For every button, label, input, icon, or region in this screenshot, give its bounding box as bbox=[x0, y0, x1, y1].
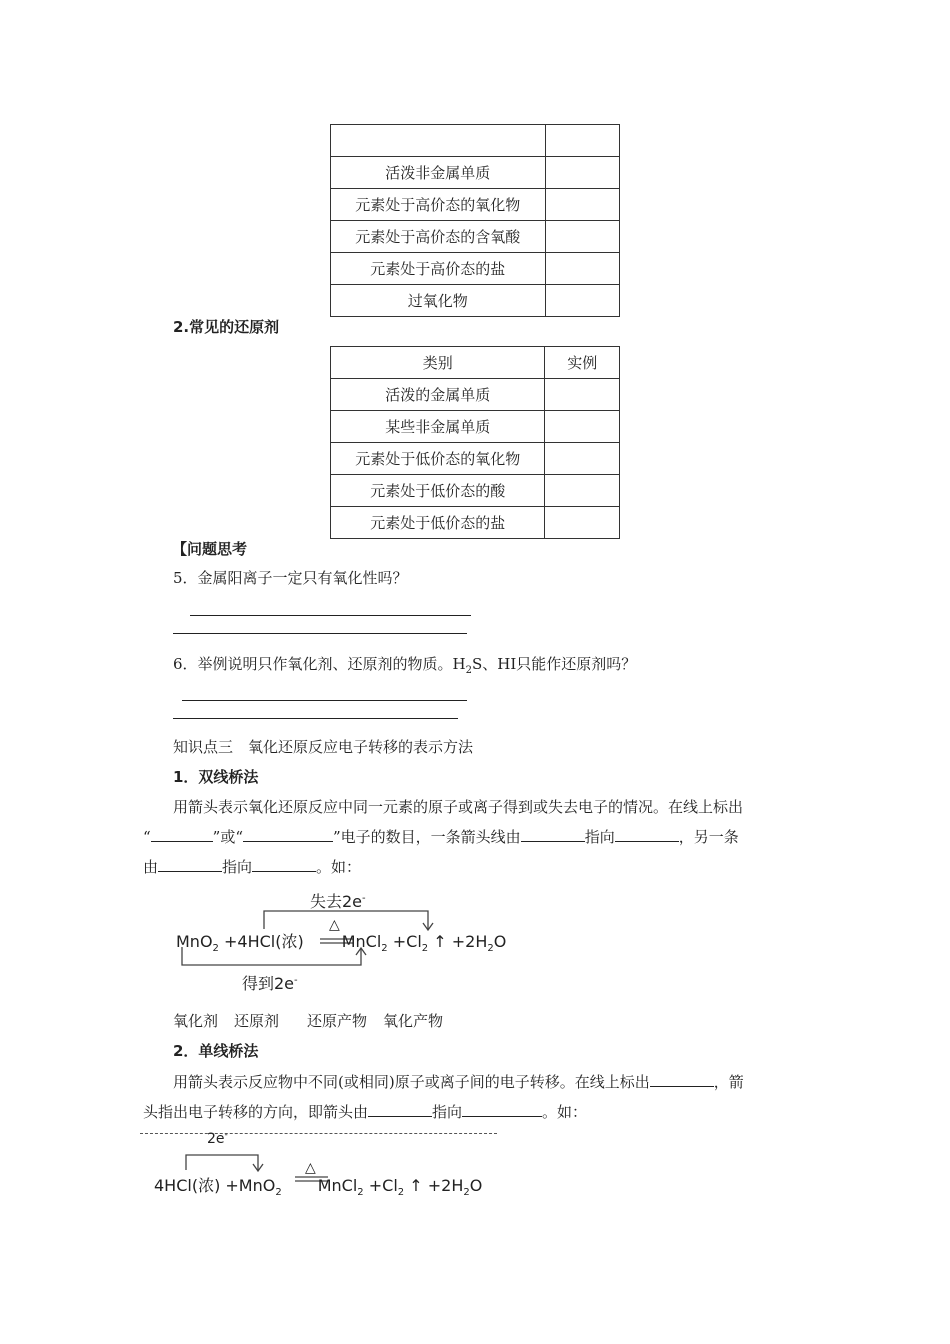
superscript: - bbox=[362, 893, 366, 904]
example-cell[interactable] bbox=[545, 443, 620, 475]
category-cell: 类别 bbox=[331, 347, 545, 379]
answer-line bbox=[190, 615, 471, 616]
category-cell: 活泼非金属单质 bbox=[331, 157, 546, 189]
eq-part: ↑ +2H bbox=[404, 1176, 464, 1195]
superscript: - bbox=[224, 1130, 228, 1140]
reductant-table bbox=[330, 346, 620, 539]
gain-electron-label bbox=[242, 971, 298, 994]
text: “ bbox=[143, 828, 151, 846]
double-bridge-text-1: 用箭头表示氧化还原反应中同一元素的原子或离子得到或失去电子的情况。在线上标出 bbox=[173, 798, 744, 816]
fill-blank[interactable] bbox=[521, 825, 585, 842]
dashed-separator bbox=[140, 1133, 497, 1134]
eq-part: +4HCl(浓) bbox=[218, 932, 304, 951]
eq-part: 4HCl(浓) +MnO bbox=[154, 1176, 276, 1195]
question-6 bbox=[173, 653, 636, 678]
example-cell[interactable] bbox=[545, 125, 619, 157]
transfer-bracket bbox=[186, 1155, 258, 1170]
category-cell: 元素处于低价态的氧化物 bbox=[331, 443, 545, 475]
text: 。如： bbox=[542, 1103, 588, 1121]
superscript: - bbox=[294, 975, 298, 986]
table-row bbox=[331, 253, 620, 285]
eq-part: O bbox=[493, 932, 507, 951]
eq-part: +Cl bbox=[387, 932, 422, 951]
eq-sub: 2 bbox=[357, 1187, 364, 1198]
eq-part: O bbox=[469, 1176, 483, 1195]
question-6-subscript: 2 bbox=[465, 665, 473, 676]
single-bridge-text-1 bbox=[173, 1070, 744, 1093]
knowledge-point-title: 知识点三 氧化还原反应电子转移的表示方法 bbox=[173, 738, 474, 756]
question-heading: 【问题思考 bbox=[172, 540, 248, 558]
text: 指向 bbox=[222, 858, 253, 876]
table-row bbox=[331, 285, 620, 317]
single-bridge-title: 2．单线桥法 bbox=[173, 1042, 259, 1060]
table-row bbox=[331, 221, 620, 253]
fill-blank[interactable] bbox=[615, 825, 679, 842]
fill-blank[interactable] bbox=[650, 1070, 714, 1087]
category-cell: 元素处于高价态的氧化物 bbox=[331, 189, 546, 221]
fill-blank[interactable] bbox=[252, 855, 316, 872]
table-row bbox=[331, 443, 620, 475]
table-row bbox=[331, 347, 620, 379]
role-labels bbox=[173, 1010, 443, 1032]
text: 指向 bbox=[584, 828, 615, 846]
role-oxidant: 氧化剂 bbox=[173, 1012, 219, 1030]
eq-part: +Cl bbox=[363, 1176, 398, 1195]
table-row bbox=[331, 189, 620, 221]
double-bridge-title: 1．双线桥法 bbox=[173, 768, 259, 786]
eq-sub: 2 bbox=[381, 943, 388, 954]
fill-blank[interactable] bbox=[158, 855, 222, 872]
example-cell[interactable] bbox=[545, 157, 619, 189]
role-reductant: 还原剂 bbox=[234, 1012, 280, 1030]
lose-electron-label bbox=[310, 889, 366, 912]
eq-sub: 2 bbox=[212, 943, 219, 954]
category-cell: 元素处于低价态的盐 bbox=[331, 507, 545, 539]
eq-sub: 2 bbox=[397, 1187, 405, 1198]
double-bridge-text-3 bbox=[143, 855, 361, 878]
eq-sub: 2 bbox=[463, 1187, 470, 1198]
reductant-table-body bbox=[331, 347, 620, 539]
text: ”或“ bbox=[212, 828, 244, 846]
heat-symbol: △ bbox=[329, 917, 340, 933]
category-cell: 元素处于低价态的酸 bbox=[331, 475, 545, 507]
answer-line bbox=[182, 700, 467, 701]
question-6-text: 6．举例说明只作氧化剂、还原剂的物质。H bbox=[173, 655, 466, 673]
text: ”电子的数目，一条箭头线由 bbox=[333, 828, 521, 846]
transfer-electron-label bbox=[207, 1131, 228, 1147]
eq-part: MnO bbox=[176, 932, 213, 951]
text: 。如： bbox=[316, 858, 362, 876]
example-cell[interactable] bbox=[545, 285, 619, 317]
example-cell[interactable] bbox=[545, 221, 619, 253]
eq-sub: 2 bbox=[487, 943, 494, 954]
eq-sub: 2 bbox=[275, 1187, 282, 1198]
category-cell: 元素处于高价态的含氧酸 bbox=[331, 221, 546, 253]
text: ，箭 bbox=[713, 1073, 744, 1091]
fill-blank[interactable] bbox=[243, 825, 333, 842]
label-text: 2e bbox=[207, 1131, 225, 1147]
answer-line bbox=[173, 718, 458, 719]
category-cell bbox=[331, 125, 546, 157]
example-cell[interactable]: 实例 bbox=[545, 347, 620, 379]
table-row bbox=[331, 379, 620, 411]
text: ，另一条 bbox=[678, 828, 739, 846]
double-bridge-text-2 bbox=[143, 825, 739, 848]
label-text: 得到2e bbox=[242, 974, 295, 993]
category-cell: 元素处于高价态的盐 bbox=[331, 253, 546, 285]
equation-1 bbox=[176, 929, 506, 952]
answer-line bbox=[173, 633, 467, 634]
label-text: 失去2e bbox=[310, 892, 363, 911]
fill-blank[interactable] bbox=[368, 1100, 432, 1117]
table-row bbox=[331, 507, 620, 539]
category-cell: 某些非金属单质 bbox=[331, 411, 545, 443]
equation-2 bbox=[154, 1173, 482, 1196]
table-row bbox=[331, 157, 620, 189]
eq-sub: 2 bbox=[421, 943, 429, 954]
category-cell: 活泼的金属单质 bbox=[331, 379, 545, 411]
fill-blank[interactable] bbox=[462, 1100, 542, 1117]
role-reduction-product: 还原产物 bbox=[307, 1012, 368, 1030]
text: 由 bbox=[143, 858, 159, 876]
single-bridge-text-2 bbox=[143, 1100, 587, 1123]
table-row bbox=[331, 475, 620, 507]
table-row bbox=[331, 411, 620, 443]
reductant-section-title: 2.常见的还原剂 bbox=[173, 318, 280, 336]
eq-part: ↑ +2H bbox=[428, 932, 488, 951]
example-cell[interactable] bbox=[545, 411, 620, 443]
question-6-text-end: S、HI只能作还原剂吗？ bbox=[472, 655, 637, 673]
role-oxidation-product: 氧化产物 bbox=[383, 1012, 444, 1030]
category-cell: 过氧化物 bbox=[331, 285, 546, 317]
table-row bbox=[331, 125, 620, 157]
question-5: 5．金属阳离子一定只有氧化性吗？ bbox=[173, 569, 408, 587]
fill-blank[interactable] bbox=[151, 825, 213, 842]
eq-part: MnCl bbox=[317, 1176, 358, 1195]
eq-part: MnCl bbox=[341, 932, 382, 951]
example-cell[interactable] bbox=[545, 189, 619, 221]
oxidant-table-body bbox=[331, 125, 620, 317]
lose-bracket bbox=[264, 911, 428, 929]
example-cell[interactable] bbox=[545, 507, 620, 539]
example-cell[interactable] bbox=[545, 475, 620, 507]
example-cell[interactable] bbox=[545, 253, 619, 285]
heat-symbol: △ bbox=[305, 1160, 316, 1176]
text: 用箭头表示反应物中不同(或相同)原子或离子间的电子转移。在线上标出 bbox=[173, 1073, 650, 1091]
text: 头指出电子转移的方向，即箭头由 bbox=[143, 1103, 369, 1121]
example-cell[interactable] bbox=[545, 379, 620, 411]
text: 指向 bbox=[432, 1103, 463, 1121]
oxidant-table bbox=[330, 124, 620, 317]
